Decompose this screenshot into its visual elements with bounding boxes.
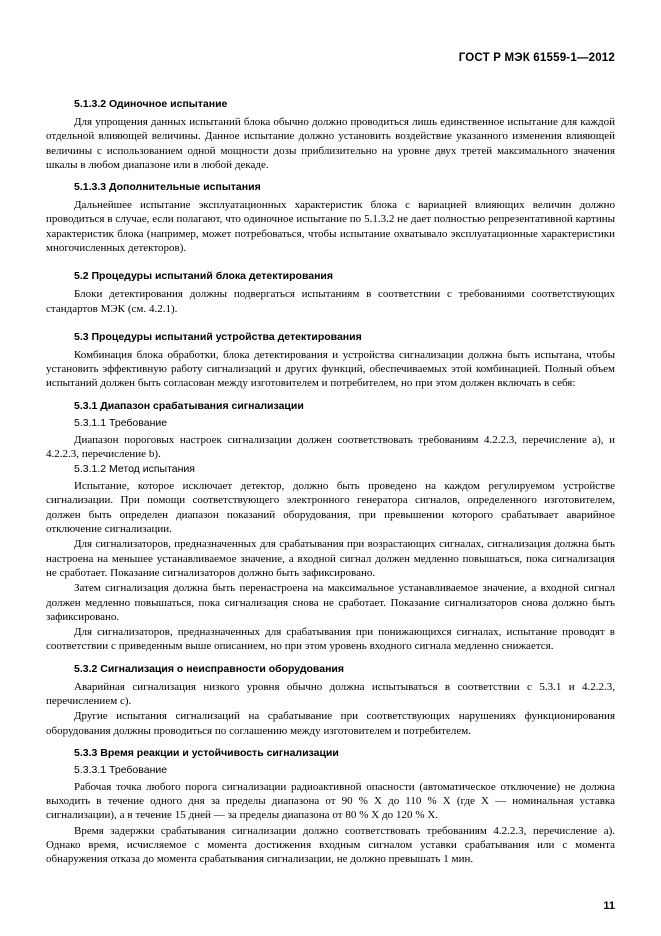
paragraph-5-3-1: Комбинация блока обработки, блока детектирования и устройства сигнализации должна быть испытана, чтобы установить эффективную работу сигнализаций и других функций, обеспечиваемых этой комбинацией. Полный объем испытаний должен быть согласован между изготовителем и потребителем, но при этом должен включать в себя: [46,348,615,390]
heading-5-3-2: 5.3.2 Сигнализация о неисправности оборудования [74,662,345,675]
heading-5-2: 5.2 Процедуры испытаний блока детектирования [74,270,334,283]
page-header-standard: ГОСТ Р МЭК 61559-1—2012 [458,52,615,64]
paragraph-5-3-1-1-1: Диапазон пороговых настроек сигнализации должен соответствовать требованиям 4.2.2.3, перечисление a), и 4.2.2.3, перечисление b). [46,433,615,460]
heading-5-1-3-3: 5.1.3.3 Дополнительные испытания [74,181,261,194]
heading-5-3-1: 5.3.1 Диапазон срабатывания сигнализации [74,399,304,412]
heading-5-3-3: 5.3.3 Время реакции и устойчивость сигнализации [74,746,339,759]
page-number: 11 [603,900,615,912]
paragraph-5-3-1-2-3: Затем сигнализация должна быть перенастроена на максимальное устанавливаемое значение, а входной сигнал должен медленно повышаться, пока сигнализация снова не сработает. Показание сигнализаторов снова должно быть зафиксировано. [46,582,615,623]
paragraph-5-3-3-1-2: Время задержки срабатывания сигнализации должно соответствовать требованиям 4.2.2.3, перечисление a). Однако время, исчисляемое с момента достижения входным сигналом уставки срабатывания или с момента обнаружения отказа до момента срабатывания сигнализации, не должно превышать 1 мин. [46,824,615,866]
paragraph-5-3-1-2-1: Испытание, которое исключает детектор, должно быть проведено на каждом регулируемом устройстве сигнализации. При помощи соответствующего электронного генератора сигналов, определенного изготовителем, должен быть определен диапазон показаний оборудования, при превышении которого срабатывает аварийное отключение сигнализации. [46,480,615,536]
paragraph-5-3-3-1-1: Рабочая точка любого порога сигнализации радиоактивной опасности (автоматическое отключение) не должна выходить в течение одного дня за пределы диапазона от 90 % X до 110 % X (где X — номинальная уставка сигнализации), а в течение 15 дней — за пределы диапазона от 80 % X до 120 % X. [46,780,615,822]
paragraph-5-3-1-2-4: Для сигнализаторов, предназначенных для срабатывания при понижающихся сигналах, испытание проводят в соответствии с приведенным выше описанием, но при этом уровень входного сигнала медленно снижается. [46,626,615,653]
heading-5-3-1-2: 5.3.1.2 Метод испытания [74,463,195,476]
paragraph-5-3-1-2-2: Для сигнализаторов, предназначенных для срабатывания при возрастающих сигналах, сигнализация должна быть настроена на меньшее устанавливаемое значение, а входной сигнал должен медленно повышаться, пока сигнализация не сработает. Показание сигнализаторов должно быть зафиксировано. [46,538,615,579]
heading-5-3-1-1: 5.3.1.1 Требование [74,416,168,429]
heading-5-1-3-2: 5.1.3.2 Одиночное испытание [74,98,228,110]
paragraph-5-3-2-1: Аварийная сигнализация низкого уровня обычно должна испытываться в соответствии с 5.3.1 и 4.2.2.3, перечислением c). [46,680,615,707]
paragraph-5-2-1: Блоки детектирования должны подвергаться испытаниям в соответствии с требованиями соответствующих стандартов МЭК (см. 4.2.1). [46,288,615,315]
paragraph-5-1-3-2-1: Для упрощения данных испытаний блока обычно должно проводиться лишь единственное испытание для каждой отдельной влияющей величины. Данное испытание должно установить воздействие указанного изменения влияющей величины с использованием одной мощности дозы приблизительно на уровне двух третей максимального значения шкалы в любом диапазоне или в любой декаде. [46,115,615,171]
section-spacer [46,256,615,261]
paragraph-5-1-3-3-1: Дальнейшее испытание эксплуатационных характеристик блока с вариацией влияющих величин должно проводиться в случае, если полагают, что одиночное испытание по 5.1.3.2 не дает полностью репрезентативной картины характеристик блока (например, может потребоваться, чтобы испытание охватывало эксплуатационные характеристики многочисленных детекторов). [46,199,615,254]
heading-5-3: 5.3 Процедуры испытаний устройства детектирования [74,330,362,343]
paragraph-5-3-2-2: Другие испытания сигнализаций на срабатывание при соответствующих нарушениях функционирования оборудования должны проводиться по соглашению между изготовителем и потребителем. [46,710,615,737]
heading-5-3-3-1: 5.3.3.1 Требование [74,763,168,776]
section-spacer [46,317,615,322]
